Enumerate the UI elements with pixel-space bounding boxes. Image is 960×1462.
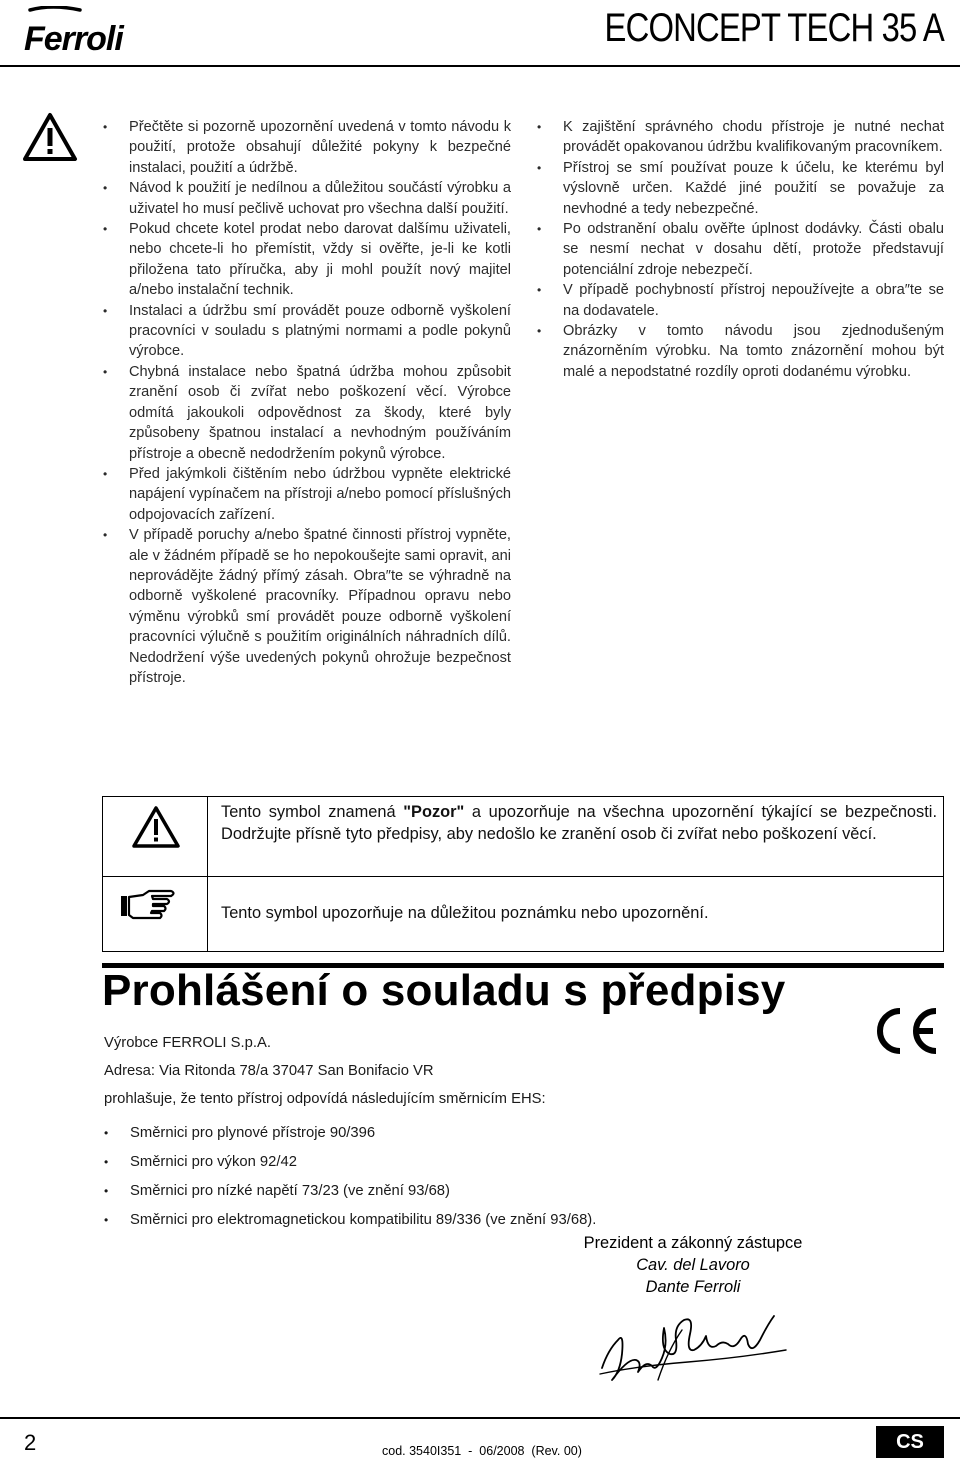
warning-triangle-icon	[131, 805, 181, 849]
directive-item: • Směrnici pro plynové přístroje 90/396	[104, 1119, 864, 1148]
header-rule	[0, 65, 960, 67]
warning-triangle-icon	[22, 112, 78, 162]
ferroli-logo	[22, 6, 126, 56]
directives-list	[104, 1119, 864, 1235]
directive-item: • Směrnici pro elektromagnetickou kompatibilitu 89/336 (ve znění 93/68).	[104, 1206, 864, 1235]
document-code: cod. 3540I351 - 06/2008 (Rev. 00)	[382, 1444, 582, 1458]
desc-text: Tento symbol znamená	[221, 803, 404, 821]
warning-item: • Před jakýmkoli čištěním nebo údržbou vypněte elektrické napájení vypínačem na přístroji a/nebo pomocí příslušných odpojovacích zařízení.	[103, 464, 511, 525]
footer-rule	[0, 1417, 960, 1419]
warning-item: • Instalaci a údržbu smí provádět pouze odborně vyškolení pracovníci v souladu s platnými normami a podle pokynů výrobce.	[103, 301, 511, 362]
page-number: 2	[24, 1430, 37, 1455]
warnings-left-list	[103, 117, 511, 688]
note-symbol-description: Tento symbol upozorňuje na důležitou poznámku nebo upozornění.	[221, 904, 709, 922]
warning-item: • Přístroj se smí používat pouze k účelu, ke kterému byl výslovně určen. Každé jiné použití se považuje za nevhodné a tedy nebezpečné.	[537, 158, 944, 219]
warning-symbol-description	[221, 801, 937, 845]
warning-item: • V případě poruchy a/nebo špatné činnosti přístroj vypněte, ale v žádném případě se ho nepokoušejte sami opravit, ani neprovádějte žádný přímý zásah. Obra″te se výhradně na odborně vyškolené pracovníky. Případnou opravu nebo výměnu výrobků smí provádět pouze odborně vyškolení pracovníci výlučně s použitím originálních náhradních dílů. Nedodržení výše uvedených pokynů ohrožuje bezpečnost přístroje.	[103, 525, 511, 688]
warning-item: • Pokud chcete kotel prodat nebo darovat dalšímu uživateli, nebo chcete-li ho přemístit, vždy si ověřte, je-li ke kotli přiložena tato příručka, aby ji mohl použít nový majitel a/nebo instalační technik.	[103, 219, 511, 301]
signatory-name: Dante Ferroli	[645, 1278, 741, 1296]
symbol-legend-table	[102, 796, 944, 952]
warning-item: • Návod k použití je nedílnou a důležitou součástí výrobku a uživatel ho musí pečlivě uchovat pro všechna další použití.	[103, 178, 511, 219]
signatory-block	[560, 1232, 826, 1298]
warning-item: • Po odstranění obalu ověřte úplnost dodávky. Části obalu se nesmí nechat v dosahu dětí, protože představují potenciální zdroje nebezpečí.	[537, 219, 944, 280]
handwritten-signature	[598, 1310, 788, 1392]
signatory-title: Cav. del Lavoro	[636, 1256, 750, 1274]
pointing-hand-icon	[119, 889, 179, 921]
declaration-title: Prohlášení o souladu s předpisy	[102, 966, 786, 1015]
warning-item: • K zajištění správného chodu přístroje je nutné nechat provádět opakovanou údržbu kvalifikovaným pracovníkem.	[537, 117, 944, 158]
warning-item: • Obrázky v tomto návodu jsou zjednodušeným znázorněním výrobku. Na tomto znázornění mohou být malé a nepodstatné rozdíly oproti dodanému výrobku.	[537, 321, 944, 382]
warning-item: • Přečtěte si pozorně upozornění uvedená v tomto návodu k použití, protože obsahují důležité pokyny k bezpečné instalaci, použití a údržbě.	[103, 117, 511, 178]
warning-item: • V případě pochybností přístroj nepoužívejte a obra″te se na dodavatele.	[537, 280, 944, 321]
ce-mark-logo	[870, 1005, 940, 1057]
table-divider	[207, 797, 208, 951]
address-line: Adresa: Via Ritonda 78/a 37047 San Bonifacio VR	[104, 1063, 434, 1079]
manufacturer-line: Výrobce FERROLI S.p.A.	[104, 1035, 271, 1051]
language-badge: CS	[876, 1426, 944, 1458]
warning-item: • Chybná instalace nebo špatná údržba mohou způsobit zranění osob či zvířat nebo poškození věcí. Výrobce odmítá jakoukoli odpovědnost za škody, které byly způsobeny špatnou instalací a nevhodným používáním přístroje a obecně nedodržením pokynů výrobce.	[103, 362, 511, 464]
warnings-right-list	[537, 117, 944, 382]
pozor-term: "Pozor"	[403, 803, 465, 821]
table-divider	[103, 876, 943, 877]
desc-text: a upozorňuje na všechna upozornění týkající se bezpečnosti. Dodržujte přísně tyto předpisy, aby nedošlo ke zranění osob či zvířat nebo poškození věcí.	[221, 803, 937, 843]
model-name: ECONCEPT TECH 35 A	[604, 6, 944, 50]
directive-item: • Směrnici pro nízké napětí 73/23 (ve znění 93/68)	[104, 1177, 864, 1206]
directive-item: • Směrnici pro výkon 92/42	[104, 1148, 864, 1177]
logo-lettering: Ferroli	[24, 20, 123, 56]
statement-line: prohlašuje, že tento přístroj odpovídá následujícím směrnicím EHS:	[104, 1091, 546, 1107]
signatory-role: Prezident a zákonný zástupce	[583, 1234, 803, 1252]
